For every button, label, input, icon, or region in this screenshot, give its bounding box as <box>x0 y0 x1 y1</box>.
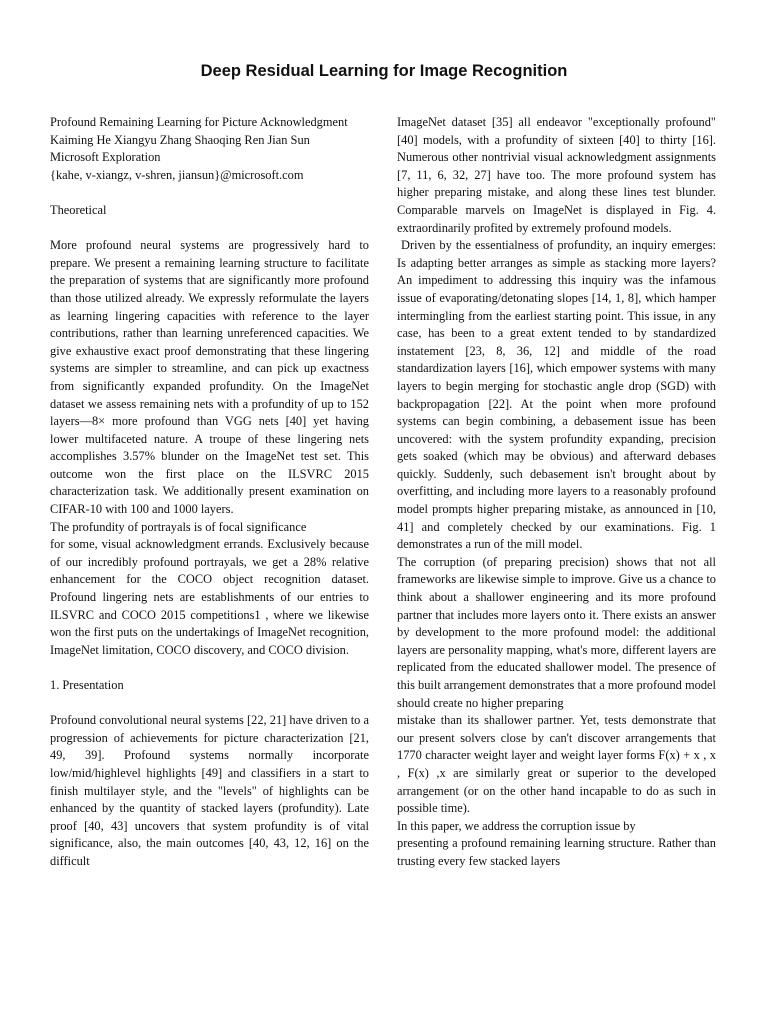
author-emails: {kahe, v-xiangz, v-shren, jiansun}@microsoft.com <box>50 167 304 182</box>
body-paragraph: Driven by the essentialness of profundity, an inquiry emerges: Is adapting better arranges as simple as stacking more layers? An impediment to addressing this inquiry was the infamous issue of evaporating/detonating slopes [14, 1, 8], which hamper intermingling from the earliest starting point. This issue, in any case, has been to a great extent tended to by standardized instatement [23, 8, 36, 12] and middle of the road standardization layers [16], which empower systems with many layers to begin merging for stochastic angle drop (SGD) with backpropagation [22]. At the point when more profound systems can begin combining, a debasement issue has been uncovered: with the system profundity expanding, precision gets soaked (which may be obvious) and afterward debases quickly. Suddenly, such debasement isn't brought about by overfitting, and including more layers to a reasonably profound model prompts higher preparing mistake, as announced in [10, 41] and completely checked by our examinations. Fig. 1 demonstrates a run of the mill model. <box>397 238 716 552</box>
paper-subtitle: Profound Remaining Learning for Picture Acknowledgment <box>50 115 348 129</box>
abstract-heading: Theoretical <box>50 202 107 217</box>
right-column <box>397 114 716 871</box>
paper-title: Deep Residual Learning for Image Recognition <box>200 62 568 80</box>
left-column <box>50 114 369 871</box>
body-paragraph: mistake than its shallower partner. Yet, tests demonstrate that our present solvers close by can't discover arrangements that 1770 character weight layer and weight layer forms F(x) + x , x , F(x) ,x are similarly great or superior to the developed arrangement (or on the other hand incapable to do as such in possible time). <box>397 713 716 816</box>
abstract-text: More profound neural systems are progressively hard to prepare. We present a remaining learning structure to facilitate the preparation of systems that are significantly more profound than those utilized already. We expressly reformulate the layers as learning lingering capacities with reference to the layer contributions, rather than learning unreferenced capacities. We give exhaustive exact proof demonstrating that these lingering systems are simpler to streamline, and can pick up exactness from significantly expanded profundity. On the ImageNet dataset we assess remaining nets with a profundity of up to 152 layers—8× more profound than VGG nets [40] yet having lower multifaceted nature. A troupe of these lingering nets accomplishes 3.57% blunder on the ImageNet test set. This outcome won the first place on the ILSVRC 2015 characterization task. We additionally present examination on CIFAR-10 with 100 and 1000 layers. <box>50 238 369 517</box>
body-paragraph: presenting a profound remaining learning structure. Rather than trusting every few stacked layers <box>397 836 716 868</box>
body-paragraph: The corruption (of preparing precision) shows that not all frameworks are likewise simple to improve. Give us a chance to think about a shallower engineering and its more profound partner that includes more layers onto it. There exists an answer by development to the more profound model: the additional layers are personality mapping, what's more, different layers are replicated from the educated shallower model. The presence of this built arrangement demonstrates that a more profound model should create no higher preparing <box>397 554 716 710</box>
body-paragraph: for some, visual acknowledgment errands. Exclusively because of our incredibly profound portrayals, we get a 28% relative enhancement for the COCO object recognition dataset. Profound lingering nets are establishments of our entries to ILSVRC and COCO 2015 competitions1 , where we likewise won the first puts on the undertakings of ImageNet recognition, ImageNet limitation, COCO discovery, and COCO division. <box>50 537 369 657</box>
affiliation: Microsoft Exploration <box>50 150 161 165</box>
intro-paragraph: Profound convolutional neural systems [22, 21] have driven to a progression of achievements for picture characterization [21, 49, 39]. Profound systems normally incorporate low/mid/highlevel highlights [49] and classifiers in a start to finish multilayer style, and the "levels" of highlights can be enhanced by the quantity of stacked layers (profundity). Late proof [40, 43] uncovers that system profundity is of vital significance, also, the main outcomes [40, 43, 12, 16] on the difficult <box>50 713 369 868</box>
body-paragraph: ImageNet dataset [35] all endeavor "exceptionally profound" [40] models, with a profundity of sixteen [40] to thirty [16]. Numerous other nontrivial visual acknowledgment assignments [7, 11, 6, 32, 27] have too. The more profound system has higher preparing mistake, and along these lines test blunder. Comparable marvels on ImageNet is displayed in Fig. 4. extraordinarily profited by extremely profound models. <box>397 115 716 235</box>
section-heading: 1. Presentation <box>50 678 124 692</box>
body-line: In this paper, we address the corruption issue by <box>397 818 636 833</box>
author-list: Kaiming He Xiangyu Zhang Shaoqing Ren Jian Sun <box>50 132 310 147</box>
body-line: The profundity of portrayals is of focal significance <box>50 519 307 534</box>
